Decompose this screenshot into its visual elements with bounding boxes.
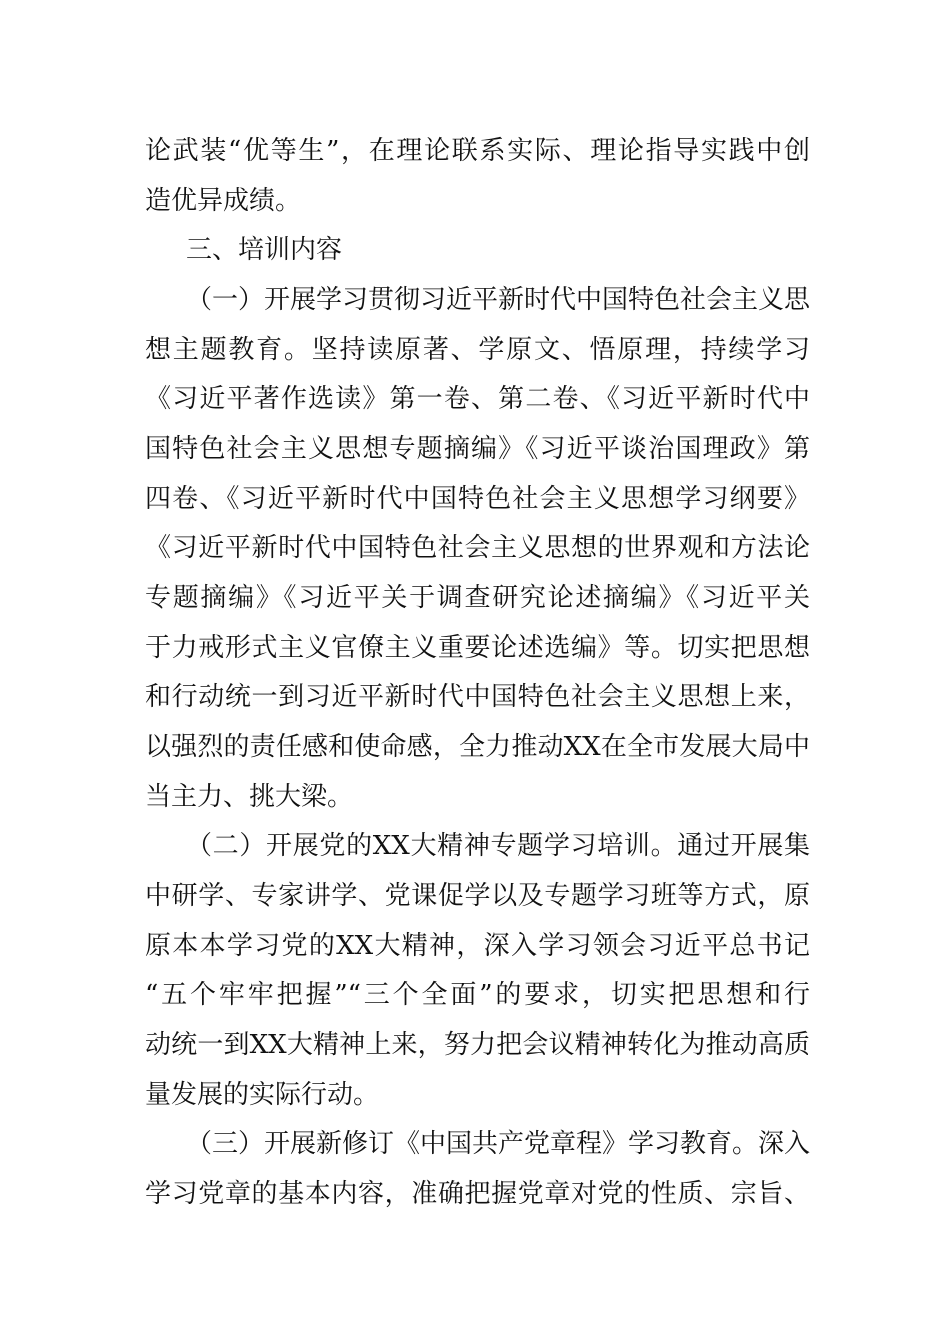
body-text-line: 专题摘编》《习近平关于调查研究论述摘编》《习近平关 xyxy=(145,583,810,613)
body-text-line: 四卷、《习近平新时代中国特色社会主义思想学习纲要》 xyxy=(145,484,810,514)
body-text-line: 以强烈的责任感和使命感，全力推动XX在全市发展大局中 xyxy=(145,732,810,762)
section-heading: 三、培训内容 xyxy=(186,235,343,265)
body-text-line: 造优异成绩。 xyxy=(145,186,302,216)
body-text-line: 国特色社会主义思想专题摘编》《习近平谈治国理政》第 xyxy=(145,434,810,464)
body-text-line: 和行动统一到习近平新时代中国特色社会主义思想上来， xyxy=(145,682,810,712)
body-text-line: 想主题教育。坚持读原著、学原文、悟原理，持续学习 xyxy=(145,335,810,365)
body-text-line: 当主力、挑大梁。 xyxy=(145,782,354,812)
body-text-line: 量发展的实际行动。 xyxy=(145,1080,380,1110)
body-text-line: （三）开展新修订《中国共产党章程》学习教育。深入 xyxy=(186,1129,811,1159)
body-text-line: （二）开展党的XX大精神专题学习培训。通过开展集 xyxy=(186,831,810,861)
body-text-line: 《习近平新时代中国特色社会主义思想的世界观和方法论 xyxy=(145,533,810,563)
body-text-line: 于力戒形式主义官僚主义重要论述选编》等。切实把思想 xyxy=(145,633,810,663)
body-text-line: 动统一到XX大精神上来，努力把会议精神转化为推动高质 xyxy=(145,1030,810,1060)
body-text-line: 论武装“优等生”，在理论联系实际、理论指导实践中创 xyxy=(145,136,810,166)
body-text-line: 中研学、专家讲学、党课促学以及专题学习班等方式，原 xyxy=(145,881,810,911)
body-text-line: “五个牢牢把握”“三个全面”的要求，切实把思想和行 xyxy=(145,980,810,1010)
body-text-line: 《习近平著作选读》第一卷、第二卷、《习近平新时代中 xyxy=(145,384,810,414)
body-text-line: （一）开展学习贯彻习近平新时代中国特色社会主义思 xyxy=(186,285,811,315)
body-text-line: 学习党章的基本内容，准确把握党章对党的性质、宗旨、 xyxy=(145,1179,810,1209)
body-text-line: 原本本学习党的XX大精神，深入学习领会习近平总书记 xyxy=(145,931,810,961)
